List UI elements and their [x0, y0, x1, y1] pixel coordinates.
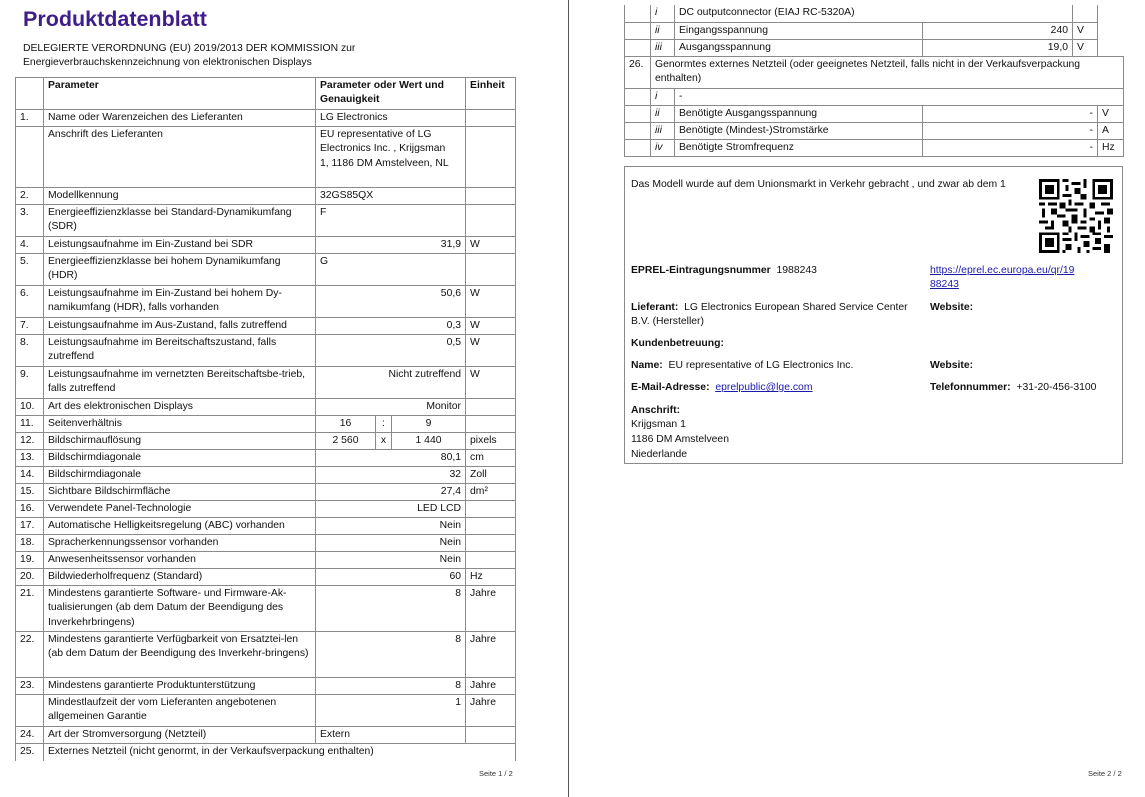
table-row: 13. Bildschirmdiagonale 80,1 cm — [16, 450, 516, 467]
support-label: Kundenbetreuung: — [631, 338, 724, 349]
market-date-text: Das Modell wurde auf dem Unionsmarkt in Verkehr gebracht , und zwar ab dem 1 — [631, 179, 1006, 190]
table-row: 5. Energieeffizienzklasse bei hohem Dynamikumfang (HDR) G — [16, 254, 516, 286]
header-unit: Einheit — [466, 78, 516, 110]
table-row: 18. Spracherkennungssensor vorhanden Nein — [16, 535, 516, 552]
table-row: 24. Art der Stromversorgung (Netzteil) Extern — [16, 727, 516, 744]
regulation-subtitle: DELEGIERTE VERORDNUNG (EU) 2019/2013 DER KOMMISSION zur Energieverbrauchskennzeichnung von elektronischen Displays — [23, 43, 356, 68]
page-number-2: Seite 2 / 2 — [1088, 769, 1122, 778]
eprel-link-line-1[interactable]: https://eprel.ec.europa.eu/qr/19 — [930, 265, 1075, 276]
phone-line: Telefonnummer: +31-20-456-3100 — [930, 382, 1097, 393]
table-row: 11. Seitenverhältnis 16 : 9 — [16, 416, 516, 433]
page-number-1: Seite 1 / 2 — [479, 769, 513, 778]
table-row: 9. Leistungsaufnahme im vernetzten Bereitschaftsbe-trieb, falls zutreffend Nicht zutreffend W — [16, 367, 516, 399]
table-header-row — [16, 78, 516, 110]
table-row: 26. Genormtes externes Netzteil (oder geeignetes Netzteil, falls nicht in der Verkaufsverpackung enthalten) — [625, 56, 1124, 88]
eprel-link-line-2[interactable]: 88243 — [930, 279, 959, 290]
table-row: 14. Bildschirmdiagonale 32 Zoll — [16, 467, 516, 484]
table-row: 20. Bildwiederholfrequenz (Standard) 60 Hz — [16, 569, 516, 586]
header-parameter: Parameter — [44, 78, 316, 110]
table-row: 7. Leistungsaufnahme im Aus-Zustand, falls zutreffend 0,3 W — [16, 318, 516, 335]
table-row: 25. Externes Netzteil (nicht genormt, in der Verkaufsverpackung enthalten) — [16, 744, 516, 761]
page-divider — [568, 0, 569, 797]
support-website-label: Website: — [930, 360, 974, 371]
supplier-line-1: Lieferant: LG Electronics European Shared Service Center — [631, 302, 908, 313]
table-row: 4. Leistungsaufnahme im Ein-Zustand bei SDR 31,9 W — [16, 237, 516, 254]
eprel-number: EPREL-Eintragungsnummer 1988243 — [631, 265, 817, 276]
address-line-3: Niederlande — [631, 449, 688, 460]
table-row: 15. Sichtbare Bildschirmfläche 27,4 dm² — [16, 484, 516, 501]
table-row: i - — [625, 88, 1124, 105]
table-row: ii Eingangsspannung 240 V — [625, 22, 1124, 39]
email-link[interactable]: eprelpublic@lge.com — [715, 382, 813, 393]
table-row: 21. Mindestens garantierte Software- und Firmware-Ak-tualisierungen (ab dem Datum der Beendigung des Inverkehrbringens) 8 Jahre — [16, 586, 516, 632]
address-label: Anschrift: — [631, 405, 681, 416]
supplier-line-2: B.V. (Hersteller) — [631, 316, 704, 327]
table-row: iii Ausgangsspannung 19,0 V — [625, 39, 1124, 56]
address-line-1: Krijgsman 1 — [631, 419, 686, 430]
product-data-table — [15, 77, 516, 761]
table-row: Mindestlaufzeit der vom Lieferanten angebotenen allgemeinen Garantie 1 Jahre — [16, 695, 516, 727]
table-row: 22. Mindestens garantierte Verfügbarkeit von Ersatztei-len (ab dem Datum der Beendigung des Inverkehr-bringens) 8 Jahre — [16, 632, 516, 678]
product-data-table-continued — [624, 5, 1124, 157]
header-value: Parameter oder Wert und Genauigkeit — [316, 78, 466, 110]
address-line-2: 1186 DM Amstelveen — [631, 434, 729, 445]
table-row: 23. Mindestens garantierte Produktunterstützung 8 Jahre — [16, 678, 516, 695]
supplier-info-box — [624, 166, 1123, 464]
table-row: i DC outputconnector (EIAJ RC-5320A) — [625, 5, 1124, 22]
table-row: 6. Leistungsaufnahme im Ein-Zustand bei hohem Dy-namikumfang (HDR), falls vorhanden 50,6 W — [16, 286, 516, 318]
table-row: Anschrift des Lieferanten EU representative of LG Electronics Inc. , Krijgsman 1, 1186 DM Amstelveen, NL — [16, 127, 516, 188]
table-row: 2. Modellkennung 32GS85QX — [16, 188, 516, 205]
table-row: iii Benötigte (Mindest-)Stromstärke - A — [625, 122, 1124, 139]
table-row: ii Benötigte Ausgangsspannung - V — [625, 105, 1124, 122]
qr-code[interactable] — [1039, 179, 1113, 253]
table-row: 8. Leistungsaufnahme im Bereitschaftszustand, falls zutreffend 0,5 W — [16, 335, 516, 367]
page-title: Produktdatenblatt — [23, 7, 207, 31]
table-row: 12. Bildschirmauflösung 2 560 x 1 440 pixels — [16, 433, 516, 450]
website-label: Website: — [930, 302, 974, 313]
table-row: 1. Name oder Warenzeichen des Lieferanten LG Electronics — [16, 110, 516, 127]
table-row: 19. Anwesenheitssensor vorhanden Nein — [16, 552, 516, 569]
support-name: Name: EU representative of LG Electronics Inc. — [631, 360, 854, 371]
table-row: 3. Energieeffizienzklasse bei Standard-Dynamikumfang (SDR) F — [16, 205, 516, 237]
table-row: 16. Verwendete Panel-Technologie LED LCD — [16, 501, 516, 518]
table-row: iv Benötigte Stromfrequenz - Hz — [625, 139, 1124, 156]
table-row: 17. Automatische Helligkeitsregelung (ABC) vorhanden Nein — [16, 518, 516, 535]
table-row: 10. Art des elektronischen Displays Monitor — [16, 399, 516, 416]
email-line: E-Mail-Adresse: eprelpublic@lge.com — [631, 382, 813, 393]
